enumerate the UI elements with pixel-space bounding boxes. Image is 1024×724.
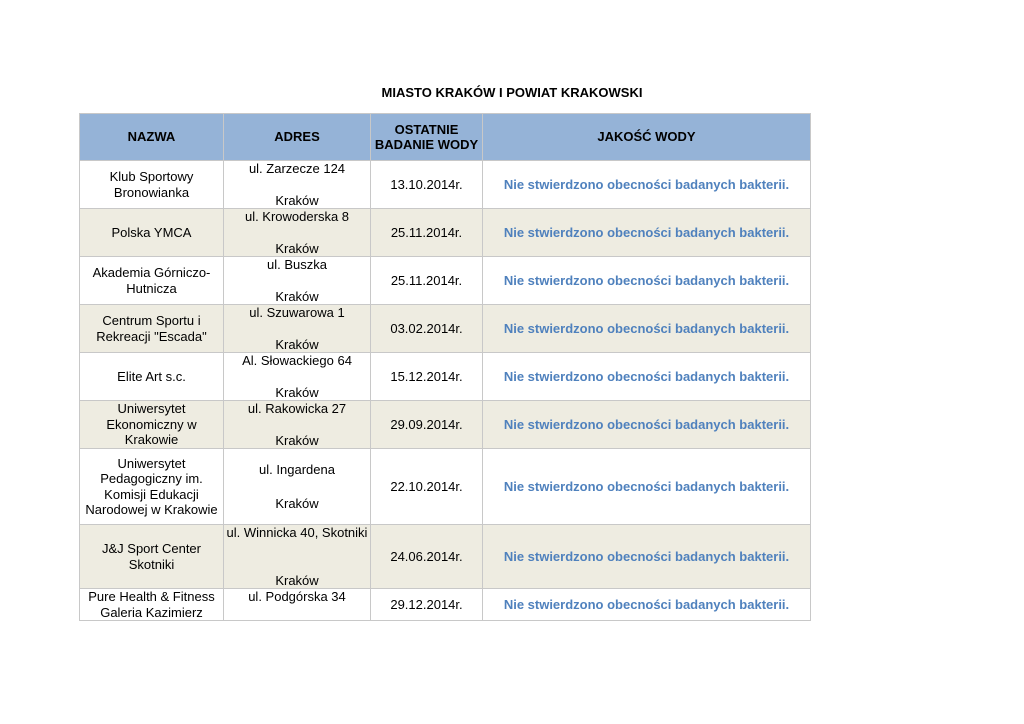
address-city: Kraków — [275, 192, 319, 208]
water-quality-table — [79, 113, 811, 621]
cell-quality: Nie stwierdzono obecności badanych bakterii. — [483, 209, 811, 257]
cell-date: 03.02.2014r. — [371, 305, 483, 353]
cell-name: Elite Art s.c. — [80, 353, 224, 401]
cell-address — [224, 257, 371, 305]
cell-quality: Nie stwierdzono obecności badanych bakterii. — [483, 401, 811, 449]
cell-address — [224, 401, 371, 449]
table-header-row — [80, 114, 811, 161]
address-street: ul. Krowoderska 8 — [244, 209, 350, 224]
table-row — [80, 353, 811, 401]
address-city: Kraków — [275, 384, 319, 400]
table-row — [80, 305, 811, 353]
cell-quality: Nie stwierdzono obecności badanych bakterii. — [483, 449, 811, 525]
table-row — [80, 161, 811, 209]
column-header-address: ADRES — [224, 114, 371, 161]
cell-name: Polska YMCA — [80, 209, 224, 257]
cell-date: 22.10.2014r. — [371, 449, 483, 525]
address-city: Kraków — [275, 288, 319, 304]
cell-name: Klub Sportowy Bronowianka — [80, 161, 224, 209]
table-row — [80, 449, 811, 525]
cell-date: 15.12.2014r. — [371, 353, 483, 401]
cell-address — [224, 305, 371, 353]
cell-address — [224, 353, 371, 401]
cell-address — [224, 209, 371, 257]
address-city: Kraków — [275, 572, 319, 588]
document-title: MIASTO KRAKÓW I POWIAT KRAKOWSKI — [381, 85, 643, 100]
cell-name: Centrum Sportu i Rekreacji "Escada" — [80, 305, 224, 353]
cell-date: 29.09.2014r. — [371, 401, 483, 449]
cell-name: Uniwersytet Ekonomiczny w Krakowie — [80, 401, 224, 449]
cell-quality: Nie stwierdzono obecności badanych bakterii. — [483, 353, 811, 401]
table-row — [80, 209, 811, 257]
cell-date: 13.10.2014r. — [371, 161, 483, 209]
cell-quality: Nie stwierdzono obecności badanych bakterii. — [483, 589, 811, 621]
address-street: ul. Rakowicka 27 — [247, 401, 347, 416]
cell-quality: Nie stwierdzono obecności badanych bakterii. — [483, 257, 811, 305]
address-city: Kraków — [275, 336, 319, 352]
address-street: ul. Zarzecze 124 — [248, 161, 346, 176]
address-street: ul. Podgórska 34 — [248, 589, 346, 604]
cell-date: 29.12.2014r. — [371, 589, 483, 621]
cell-address — [224, 525, 371, 589]
cell-address — [224, 589, 371, 621]
address-city: Kraków — [275, 496, 319, 511]
cell-name: J&J Sport Center Skotniki — [80, 525, 224, 589]
column-header-quality: JAKOŚĆ WODY — [483, 114, 811, 161]
cell-quality: Nie stwierdzono obecności badanych bakterii. — [483, 161, 811, 209]
cell-quality: Nie stwierdzono obecności badanych bakterii. — [483, 305, 811, 353]
table-row — [80, 257, 811, 305]
cell-date: 25.11.2014r. — [371, 209, 483, 257]
address-city: Kraków — [275, 240, 319, 256]
table-row — [80, 401, 811, 449]
cell-address — [224, 449, 371, 525]
cell-quality: Nie stwierdzono obecności badanych bakterii. — [483, 525, 811, 589]
cell-name: Pure Health & Fitness Galeria Kazimierz — [80, 589, 224, 621]
table-row — [80, 589, 811, 621]
address-city: Kraków — [275, 432, 319, 448]
column-header-name: NAZWA — [80, 114, 224, 161]
cell-address — [224, 161, 371, 209]
cell-name: Uniwersytet Pedagogiczny im. Komisji Edukacji Narodowej w Krakowie — [80, 449, 224, 525]
address-street: ul. Winnicka 40, Skotniki — [226, 525, 368, 540]
cell-name: Akademia Górniczo-Hutnicza — [80, 257, 224, 305]
address-street: ul. Ingardena — [259, 461, 335, 477]
table-row — [80, 525, 811, 589]
address-street: Al. Słowackiego 64 — [242, 353, 352, 368]
address-street: ul. Szuwarowa 1 — [249, 305, 345, 320]
cell-date: 25.11.2014r. — [371, 257, 483, 305]
address-street: ul. Buszka — [267, 257, 327, 272]
column-header-test: OSTATNIE BADANIE WODY — [371, 114, 483, 161]
cell-date: 24.06.2014r. — [371, 525, 483, 589]
